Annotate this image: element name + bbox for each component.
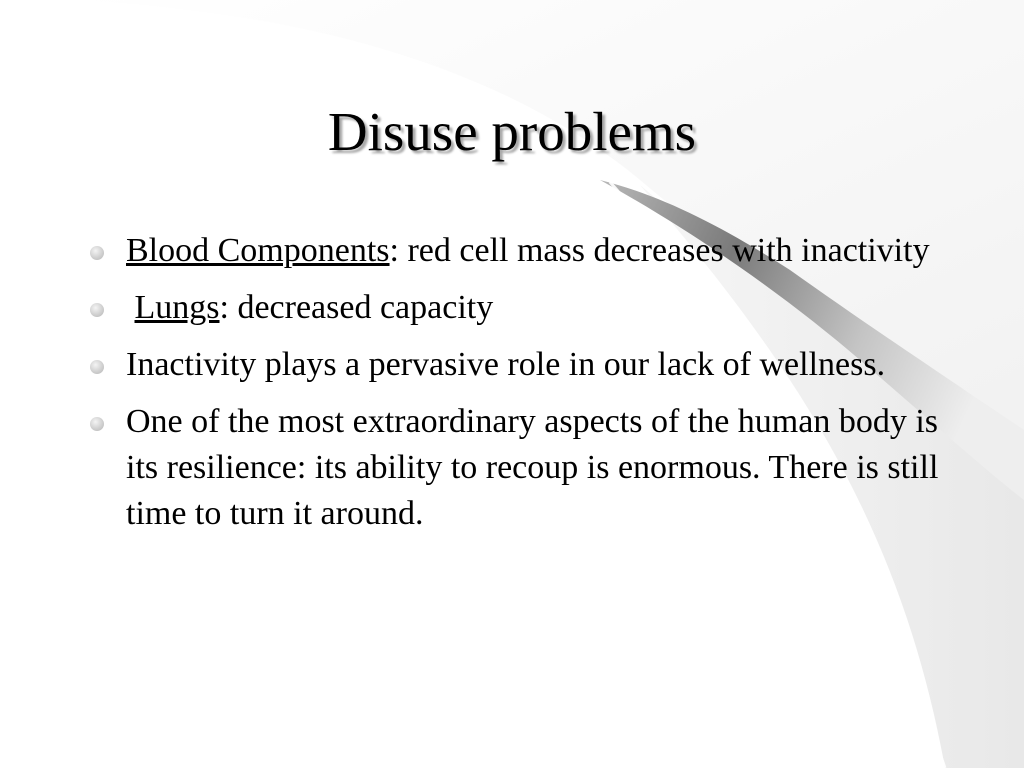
- bullet-item-resilience: [88, 399, 948, 537]
- slide-title: Disuse problems: [327, 101, 697, 162]
- bullet-dot-icon: [90, 360, 104, 374]
- bullet-text: One of the most extraordinary aspects of the human body is its resilience: its ability to recoup is enormous. There is still time to turn it around.: [126, 403, 939, 532]
- bullet-term: Lungs: [134, 289, 220, 326]
- bullet-text: : red cell mass decreases with inactivity: [389, 232, 930, 269]
- bullet-lead: [126, 289, 135, 326]
- bullet-list: [88, 228, 948, 548]
- bullet-text: : decreased capacity: [219, 289, 494, 326]
- bullet-item-lungs: [88, 285, 948, 331]
- bullet-dot-icon: [90, 303, 104, 317]
- bullet-item-inactivity: [88, 342, 948, 388]
- bullet-text: Inactivity plays a pervasive role in our lack of wellness.: [126, 346, 886, 383]
- bullet-term: Blood Components: [126, 232, 390, 269]
- bullet-dot-icon: [90, 417, 104, 431]
- bullet-dot-icon: [90, 246, 104, 260]
- bullet-item-blood-components: [88, 228, 948, 274]
